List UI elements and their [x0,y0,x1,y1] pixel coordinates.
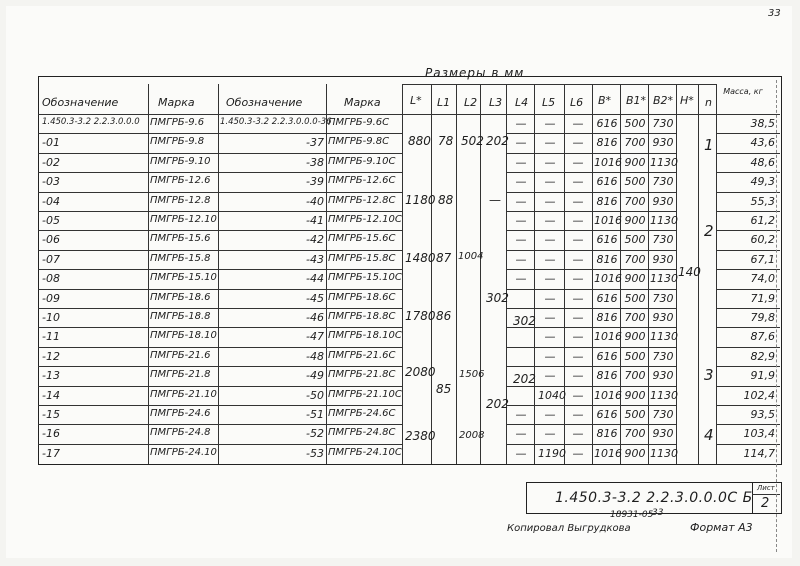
cell-designation-1: -01 [42,136,60,150]
cell-designation-1: -10 [42,311,60,324]
cell-designation-2: -41 [306,214,324,227]
cell-b2: 730 [652,349,674,363]
cell-l6: — [572,272,584,286]
cell-mark-2: ПМГРБ-21.6С [328,349,396,361]
cell-b1: 700 [624,311,646,324]
cell-b1: 500 [624,349,646,363]
cell-b: 616 [596,175,618,189]
cell-l4: — [515,233,527,247]
cell-designation-1: -07 [42,252,60,266]
cell-l5: — [544,427,556,441]
cell-l5: — [544,175,556,189]
header-designation-2: Обозначение [226,96,303,109]
cell-mass: 91,9 [750,369,775,383]
cell-b: 1016 [594,155,622,169]
cell-b2: 1130 [650,330,678,344]
merged-l3-202: 202 [486,134,509,148]
format-label: Формат А3 [690,521,753,534]
merged-l1-88: 88 [438,193,454,207]
cell-b2: 930 [652,252,674,266]
inventory-sheet: 33 [652,508,664,518]
cell-l6: — [572,214,584,227]
cell-b1: 900 [624,330,646,344]
cell-mark-1: ПМГРБ-18.10 [150,330,217,342]
cell-l6: — [572,427,584,441]
cell-l6: — [572,446,584,460]
cell-mass: 74,0 [750,272,775,286]
cell-l6: — [572,388,584,402]
cell-b: 1016 [594,446,622,460]
cell-l5: — [544,214,556,227]
cell-l6: — [572,194,584,208]
cell-l5: — [544,233,556,247]
cell-l5: — [544,349,556,363]
cell-l6: — [572,252,584,266]
cell-mass: 79,8 [750,311,775,324]
merged-n-3: 3 [704,366,714,384]
cell-b2: 930 [652,136,674,150]
cell-mark-1: ПМГРБ-15.6 [150,233,211,245]
merged-l4-302: 302 [513,314,536,328]
header-mark-1: Марка [158,96,195,109]
cell-b1: 700 [624,369,646,383]
cell-mark-1: ПМГРБ-21.8 [150,369,211,381]
cell-l4: — [515,136,527,150]
cell-mark-2: ПМГРБ-15.8С [328,252,396,264]
cell-mark-2: ПМГРБ-15.6С [328,233,396,245]
cell-mark-1: ПМГРБ-12.10 [150,214,217,225]
cell-mark-2: ПМГРБ-21.8С [328,369,396,381]
cell-designation-1: -16 [42,427,60,441]
merged-l3-202b: 202 [486,397,509,411]
cell-designation-2: -44 [306,272,324,286]
cell-mark-1: ПМГРБ-9.6 [150,117,205,128]
cell-l5: — [544,408,556,421]
cell-l5: — [544,272,556,286]
cell-designation-2: -50 [306,388,324,402]
cell-mass: 43,6 [750,136,775,150]
cell-mark-2: ПМГРБ-12.10С [328,214,402,225]
merged-n-1: 1 [704,136,714,154]
merged-l2-1004: 1004 [458,251,484,262]
merged-l4-202: 202 [513,372,536,386]
cell-b1: 700 [624,136,646,150]
cell-mark-1: ПМГРБ-21.10 [150,388,217,400]
cell-l6: — [572,311,584,324]
cell-b1: 500 [624,291,646,305]
cell-b2: 930 [652,369,674,383]
cell-mark-2: ПМГРБ-24.6С [328,408,396,419]
merged-l2-502: 502 [461,134,484,148]
cell-b2: 730 [652,408,674,421]
cell-mass: 71,9 [750,291,775,305]
merged-h-140: 140 [678,265,701,279]
cell-l5: — [544,252,556,266]
cell-designation-2: -49 [306,369,324,383]
cell-designation-1: -04 [42,194,60,208]
cell-b2: 930 [652,311,674,324]
cell-l5: — [544,330,556,344]
merged-l3-302: 302 [486,291,509,305]
cell-designation-1: -08 [42,272,60,286]
cell-designation-2: -39 [306,175,324,189]
cell-mark-1: ПМГРБ-24.6 [150,408,211,419]
header-l2: L2 [464,96,478,109]
cell-mark-2: ПМГРБ-12.8С [328,194,396,206]
cell-mass: 55,3 [750,194,775,208]
cell-mark-1: ПМГРБ-9.10 [150,155,211,167]
cell-b2: 730 [652,117,674,130]
merged-l-1480: 1480 [405,251,436,265]
header-mark-2: Марка [344,96,381,109]
cell-mark-2: ПМГРБ-21.10С [328,388,402,400]
cell-designation-2: -43 [306,252,324,266]
cell-b2: 730 [652,291,674,305]
cell-b1: 700 [624,252,646,266]
cell-l5: 1040 [538,388,566,402]
cell-mass: 103,4 [743,427,775,441]
cell-l4: — [515,155,527,169]
copied-by: Копировал Выгрудкова [507,523,631,534]
cell-b2: 930 [652,427,674,441]
cell-designation-1: -11 [42,330,60,344]
cell-designation-1: -14 [42,388,60,402]
merged-l1-85: 85 [436,382,452,396]
cell-b1: 900 [624,155,646,169]
cell-b1: 900 [624,388,646,402]
cell-b: 616 [596,233,618,247]
cell-designation-1: -05 [42,214,60,227]
cell-l6: — [572,291,584,305]
cell-b: 1016 [594,272,622,286]
cell-b1: 500 [624,175,646,189]
document-code: 1.450.3-3.2 2.2.3.0.0.0С Б [555,490,753,506]
inventory-number: 18931-05 [610,510,654,520]
cell-designation-1: -09 [42,291,60,305]
cell-designation-1: -03 [42,175,60,189]
cell-designation-2: -48 [306,349,324,363]
cell-mark-2: ПМГРБ-12.6С [328,175,396,187]
header-h: H* [680,94,694,107]
cell-b2: 1130 [650,155,678,169]
cell-l4: — [515,194,527,208]
cell-mass: 67,1 [750,252,775,266]
cell-mass: 48,6 [750,155,775,169]
cell-designation-2: 1.450.3-3.2 2.2.3.0.0.0-36 [220,117,332,127]
cell-mark-1: ПМГРБ-18.8 [150,311,211,322]
cell-b: 1016 [594,214,622,227]
cell-mark-1: ПМГРБ-12.8 [150,194,211,206]
header-n: n [705,96,712,109]
cell-mark-2: ПМГРБ-9.6С [328,117,390,128]
cell-mass: 38,5 [750,117,775,130]
merged-l-1180: 1180 [405,193,436,207]
cell-b1: 500 [624,233,646,247]
cell-l6: — [572,349,584,363]
cell-b2: 1130 [650,214,678,227]
cell-l4: — [515,117,527,130]
cell-l5: — [544,311,556,324]
cell-mark-1: ПМГРБ-15.10 [150,272,217,284]
merged-n-4: 4 [704,426,714,444]
page-number: 33 [768,8,781,19]
cell-designation-2: -53 [306,446,324,460]
cell-mass: 93,5 [750,408,775,421]
cell-l4: — [515,272,527,286]
header-l5: L5 [542,96,556,109]
header-b1: B1* [626,94,647,107]
cell-mark-1: ПМГРБ-9.8 [150,136,205,148]
cell-designation-2: -42 [306,233,324,247]
cell-b2: 1130 [650,446,678,460]
cell-designation-2: -52 [306,427,324,441]
cell-l4: — [515,427,527,441]
cell-designation-2: -47 [306,330,324,344]
merged-l-2380: 2380 [405,429,436,443]
sheet-label: Лист [757,484,775,492]
header-l6: L6 [570,96,584,109]
cell-l6: — [572,175,584,189]
cell-b: 1016 [594,330,622,344]
cell-l4: — [515,214,527,227]
cell-designation-2: -37 [306,136,324,150]
header-designation-1: Обозначение [42,96,119,109]
cell-b: 1016 [594,388,622,402]
cell-designation-1: -12 [42,349,60,363]
cell-b: 616 [596,117,618,130]
cell-l4: — [515,408,527,421]
cell-b1: 700 [624,194,646,208]
cell-b1: 500 [624,408,646,421]
merged-l3-dash: — [489,193,501,207]
cell-l4: — [515,175,527,189]
cell-mass: 114,7 [743,446,775,460]
cell-designation-1: 1.450.3-3.2 2.2.3.0.0.0 [42,117,140,127]
cell-l6: — [572,155,584,169]
header-l4: L4 [515,96,529,109]
cell-b2: 730 [652,175,674,189]
dimensions-title: Размеры в мм [425,66,525,80]
cell-mark-2: ПМГРБ-9.8С [328,136,390,148]
cell-designation-1: -17 [42,446,60,460]
cell-l5: — [544,117,556,130]
cell-b: 616 [596,349,618,363]
cell-b: 816 [596,194,618,208]
cell-mark-1: ПМГРБ-24.8 [150,427,211,439]
cell-mark-1: ПМГРБ-18.6 [150,291,211,303]
cell-designation-1: -06 [42,233,60,247]
cell-b: 616 [596,408,618,421]
cell-l6: — [572,330,584,344]
cell-designation-2: -46 [306,311,324,324]
cell-b1: 500 [624,117,646,130]
cell-b: 816 [596,252,618,266]
merged-l2-2008: 2008 [459,430,485,441]
cell-l6: — [572,369,584,383]
cell-l4: — [515,446,527,460]
cell-b: 816 [596,369,618,383]
cell-l5: — [544,369,556,383]
cell-designation-1: -13 [42,369,60,383]
cell-l5: — [544,291,556,305]
cell-b1: 900 [624,214,646,227]
cell-mass: 87,6 [750,330,775,344]
cell-mark-2: ПМГРБ-15.10С [328,272,402,284]
cell-mass: 61,2 [750,214,775,227]
merged-l-1780: 1780 [405,309,436,323]
cell-b1: 900 [624,446,646,460]
sheet-number: 2 [761,496,770,511]
cell-b2: 1130 [650,388,678,402]
cell-mass: 49,3 [750,175,775,189]
merged-l1-86: 86 [436,309,452,323]
cell-designation-2: -51 [306,408,324,421]
header-l3: L3 [489,96,503,109]
cell-designation-1: -15 [42,408,60,421]
cell-mark-1: ПМГРБ-21.6 [150,349,211,361]
cell-b1: 900 [624,272,646,286]
cell-mark-1: ПМГРБ-15.8 [150,252,211,264]
cell-mark-2: ПМГРБ-18.10С [328,330,402,342]
cell-designation-2: -38 [306,155,324,169]
cell-b2: 930 [652,194,674,208]
merged-l1-87: 87 [436,251,452,265]
cell-b: 616 [596,291,618,305]
cell-mark-2: ПМГРБ-24.10С [328,446,402,458]
cell-l6: — [572,233,584,247]
cell-mark-2: ПМГРБ-18.6С [328,291,396,303]
merged-l1-78: 78 [438,134,454,148]
cell-mass: 102,4 [743,388,775,402]
cell-l6: — [572,117,584,130]
cell-designation-2: -45 [306,291,324,305]
merged-l-2080: 2080 [405,365,436,379]
cell-l6: — [572,136,584,150]
cell-l6: — [572,408,584,421]
cell-l5: — [544,155,556,169]
header-l1: L1 [437,96,451,109]
cell-l5: 1190 [538,446,566,460]
header-b2: B2* [653,94,674,107]
merged-l-880: 880 [408,134,431,148]
cell-mark-2: ПМГРБ-18.8С [328,311,396,322]
cell-b2: 730 [652,233,674,247]
cell-b: 816 [596,311,618,324]
cell-mass: 60,2 [750,233,775,247]
cell-l5: — [544,194,556,208]
cell-b1: 700 [624,427,646,441]
header-b: B* [598,94,612,107]
cell-b: 816 [596,427,618,441]
merged-l2-1506: 1506 [459,369,485,380]
cell-l4: — [515,252,527,266]
cell-mass: 82,9 [750,349,775,363]
cell-l5: — [544,136,556,150]
cell-mark-1: ПМГРБ-12.6 [150,175,211,187]
cell-mark-2: ПМГРБ-9.10С [328,155,396,167]
cell-designation-1: -02 [42,155,60,169]
cell-mark-1: ПМГРБ-24.10 [150,446,217,458]
cell-b2: 1130 [650,272,678,286]
merged-n-2: 2 [704,222,714,240]
cell-b: 816 [596,136,618,150]
cell-mark-2: ПМГРБ-24.8С [328,427,396,439]
header-mass: Масса, кг [723,87,763,96]
header-l: L* [410,94,422,107]
cell-designation-2: -40 [306,194,324,208]
